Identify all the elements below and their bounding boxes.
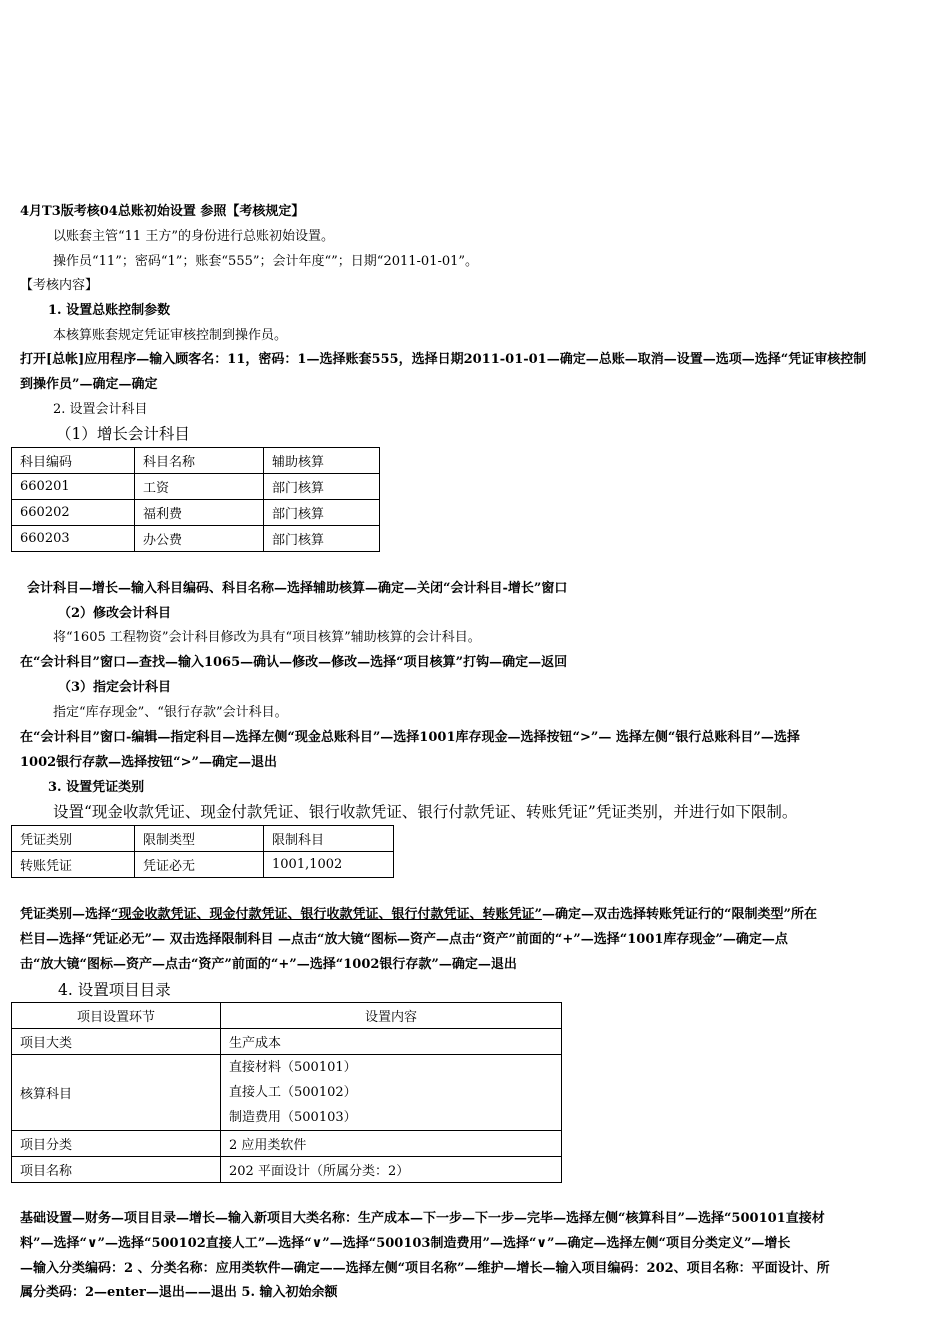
s2-description-3: 指定“库存现金”、“银行存款”会计科目。 bbox=[53, 705, 288, 720]
s3-description: 设置“现金收款凭证、现金付款凭证、银行收款凭证、银行付款凭证、转账凭证”凭证类别，并进行如下限制。 bbox=[53, 803, 798, 821]
s3-operation-line-3: 击“放大镜“图标—资产—点击“资产”前面的“+”—选择“1002银行存款”—确定—退出 bbox=[20, 957, 517, 972]
table-header-cell: 设置内容 bbox=[221, 1003, 562, 1029]
table-cell: 202 平面设计（所属分类：2） bbox=[221, 1157, 562, 1183]
table-cell: 核算科目 bbox=[12, 1055, 221, 1131]
s4-operation-line-3: —输入分类编码：2 、分类名称：应用类软件—确定——选择左侧“项目名称”—维护—增长—输入项目编码：202、项目名称：平面设计、所 bbox=[20, 1261, 830, 1276]
table-cell: 2 应用类软件 bbox=[221, 1131, 562, 1157]
table-cell: 部门核算 bbox=[264, 526, 380, 552]
table-row bbox=[12, 526, 380, 552]
s4-operation-line-1: 基础设置—财务—项目目录—增长—输入新项目大类名称：生产成本—下一步—下一步—完毕—选择左侧“核算科目”—选择“500101直接材 bbox=[20, 1211, 825, 1226]
s2-operation-1: 会计科目—增长—输入科目编码、科目名称—选择辅助核算—确定—关闭“会计科目-增长”窗口 bbox=[27, 581, 568, 596]
table-cell: 转账凭证 bbox=[12, 852, 135, 878]
s2-operation-3-line-2: 1002银行存款—选择按钮“>”—确定—退出 bbox=[20, 755, 278, 770]
s3-operation-line-1 bbox=[20, 906, 817, 924]
doc-title: 4月T3版考核04总账初始设置 参照【考核规定】 bbox=[20, 204, 305, 219]
table-cell: 660203 bbox=[12, 526, 135, 552]
s1-description: 本核算账套规定凭证审核控制到操作员。 bbox=[53, 328, 288, 343]
table-row bbox=[12, 474, 380, 500]
table-row bbox=[12, 1055, 562, 1131]
table-row bbox=[12, 852, 394, 878]
s3-heading: 3. 设置凭证类别 bbox=[48, 780, 145, 795]
table-cell: 部门核算 bbox=[264, 500, 380, 526]
table-row bbox=[12, 1029, 562, 1055]
s1-heading: 1. 设置总账控制参数 bbox=[48, 303, 171, 318]
s1-operation-line-1: 打开[总帐]应用程序—输入顾客名：11，密码：1—选择账套555，选择日期2011-01-01—确定—总账—取消—设置—选项—选择“凭证审核控制 bbox=[20, 352, 867, 367]
intro-paragraph-2: 操作员“11”；密码“1”；账套“555”；会计年度“”；日期“2011-01-01”。 bbox=[53, 254, 479, 269]
table-header-cell: 辅助核算 bbox=[264, 448, 380, 474]
s2-heading: 2. 设置会计科目 bbox=[53, 402, 148, 417]
table-header-cell: 项目设置环节 bbox=[12, 1003, 221, 1029]
table-cell: 凭证必无 bbox=[135, 852, 264, 878]
table-header-cell: 科目编码 bbox=[12, 448, 135, 474]
intro-paragraph-1: 以账套主管“11 王方”的身份进行总账初始设置。 bbox=[53, 229, 334, 244]
table-header-cell: 限制类型 bbox=[135, 826, 264, 852]
table-cell: 工资 bbox=[135, 474, 264, 500]
s4-heading: 4. 设置项目目录 bbox=[58, 981, 171, 999]
table-cell: 生产成本 bbox=[221, 1029, 562, 1055]
s2-description-2: 将“1605 工程物资”会计科目修改为具有“项目核算”辅助核算的会计科目。 bbox=[53, 630, 481, 645]
table-cell: 660201 bbox=[12, 474, 135, 500]
s2-operation-3-line-1: 在“会计科目”窗口-编辑—指定科目—选择左侧“现金总账科目”—选择1001库存现金—选择按钮“>”— 选择左侧“银行总账科目”—选择 bbox=[20, 730, 800, 745]
list-item: 直接材料（500101） bbox=[229, 1060, 357, 1075]
table-cell-multiline bbox=[221, 1055, 562, 1131]
table-cell: 项目分类 bbox=[12, 1131, 221, 1157]
table-cell: 项目名称 bbox=[12, 1157, 221, 1183]
s1-operation-line-2: 到操作员”—确定—确定 bbox=[20, 377, 158, 392]
voucher-type-table bbox=[11, 825, 394, 878]
table-header-row bbox=[12, 1003, 562, 1029]
table-cell: 部门核算 bbox=[264, 474, 380, 500]
s2-sub1-heading: （1）增长会计科目 bbox=[56, 425, 190, 443]
s4-operation-line-4: 属分类码：2—enter—退出——退出 5. 输入初始余额 bbox=[20, 1285, 338, 1300]
s2-sub3-heading: （3）指定会计科目 bbox=[58, 680, 172, 695]
table-row bbox=[12, 500, 380, 526]
s2-sub2-heading: （2）修改会计科目 bbox=[58, 606, 172, 621]
s3-op-underlined: “现金收款凭证、现金付款凭证、银行收款凭证、银行付款凭证、转账凭证” bbox=[111, 907, 542, 922]
project-catalog-table bbox=[11, 1002, 562, 1183]
s3-op-prefix: 凭证类别—选择 bbox=[20, 907, 112, 922]
s3-operation-line-2: 栏目—选择“凭证必无”— 双击选择限制科目 —点击“放大镜“图标—资产—点击“资产”前面的“+”—选择“1001库存现金”—确定—点 bbox=[20, 932, 788, 947]
s2-operation-2: 在“会计科目”窗口—查找—输入1065—确认—修改—修改—选择“项目核算”打钩—确定—返回 bbox=[20, 655, 568, 670]
table-header-cell: 限制科目 bbox=[264, 826, 394, 852]
table-header-row bbox=[12, 448, 380, 474]
table-cell: 项目大类 bbox=[12, 1029, 221, 1055]
list-item: 直接人工（500102） bbox=[229, 1085, 357, 1100]
table-row bbox=[12, 1157, 562, 1183]
table-row bbox=[12, 1131, 562, 1157]
list-item: 制造费用（500103） bbox=[229, 1110, 357, 1125]
table-cell: 福利费 bbox=[135, 500, 264, 526]
s4-operation-line-2: 料”—选择“∨”—选择“500102直接人工”—选择“∨”—选择“500103制造费用”—选择“∨”—确定—选择左侧“项目分类定义”—增长 bbox=[20, 1236, 791, 1251]
table-header-cell: 凭证类别 bbox=[12, 826, 135, 852]
s3-op-suffix: —确定—双击选择转账凭证行的“限制类型”所在 bbox=[541, 907, 817, 922]
section-heading-content: 【考核内容】 bbox=[20, 278, 99, 293]
table-header-row bbox=[12, 826, 394, 852]
account-subjects-table bbox=[11, 447, 380, 552]
table-cell: 1001,1002 bbox=[264, 852, 394, 878]
table-header-cell: 科目名称 bbox=[135, 448, 264, 474]
table-cell: 办公费 bbox=[135, 526, 264, 552]
table-cell: 660202 bbox=[12, 500, 135, 526]
